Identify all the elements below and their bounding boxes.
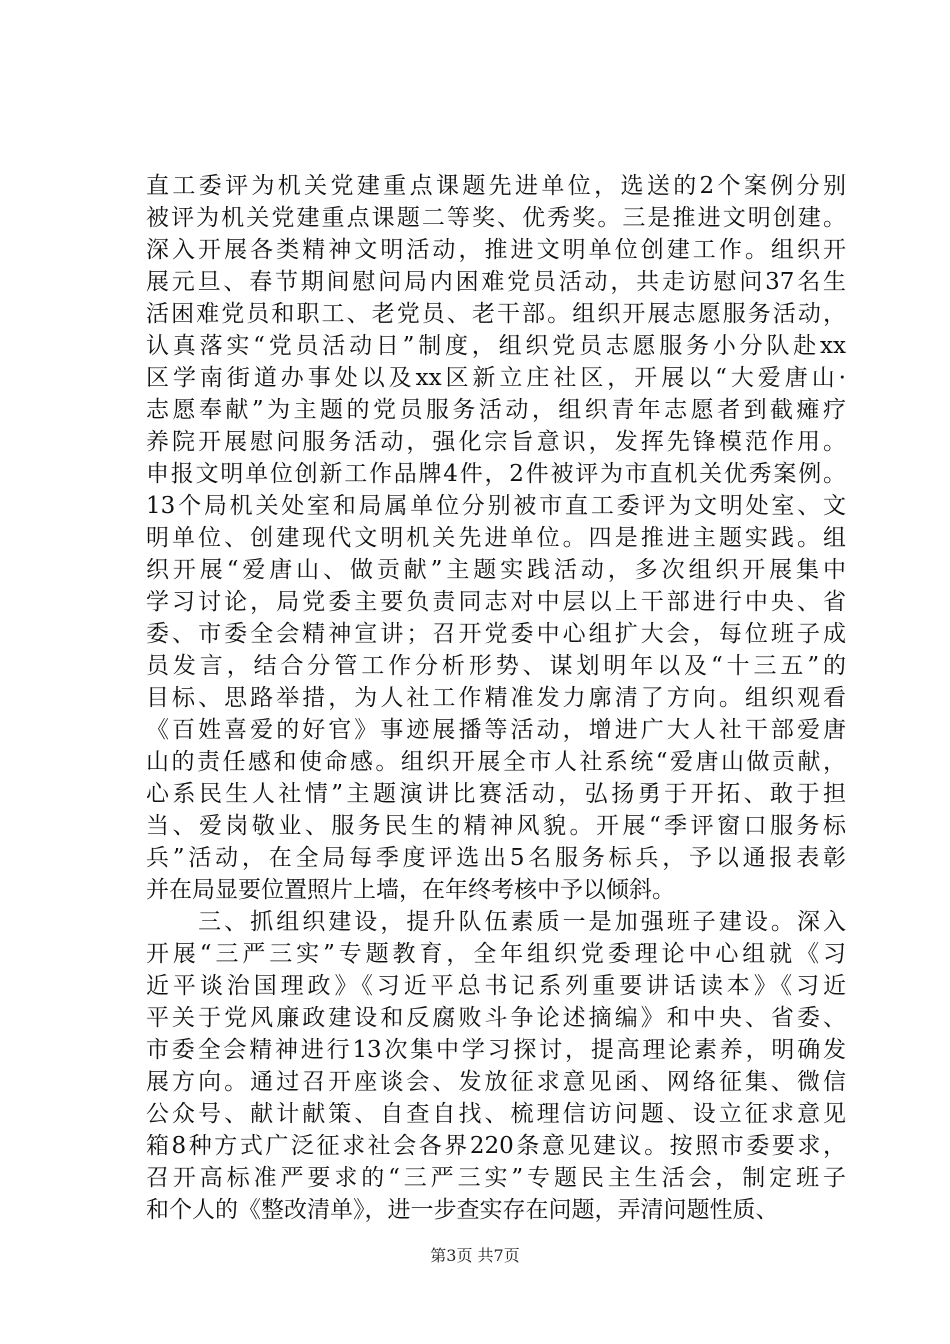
text-line: 13个局机关处室和局属单位分别被市直工委评为文明处室、文 <box>146 493 846 519</box>
text-line: 织开展“爱唐山、做贡献”主题实践活动，多次组织开展集中 <box>146 557 846 583</box>
text-line: 平关于党风廉政建设和反腐败斗争论述摘编》和中央、省委、 <box>146 1005 846 1031</box>
text-line: 被评为机关党建重点课题二等奖、优秀奖。三是推进文明创建。 <box>146 205 846 231</box>
text-line: 兵”活动，在全局每季度评选出5名服务标兵，予以通报表彰 <box>146 845 846 871</box>
text-line: 三、抓组织建设，提升队伍素质一是加强班子建设。深入 <box>146 909 846 935</box>
text-line: 展方向。通过召开座谈会、发放征求意见函、网络征集、微信 <box>146 1069 846 1095</box>
text-line: 目标、思路举措，为人社工作精准发力廓清了方向。组织观看 <box>146 685 846 711</box>
text-line: 志愿奉献”为主题的党员服务活动，组织青年志愿者到截瘫疗 <box>146 397 846 423</box>
text-line: 山的责任感和使命感。组织开展全市人社系统“爱唐山做贡献， <box>146 749 846 775</box>
text-line: 《百姓喜爱的好官》事迹展播等活动，增进广大人社干部爱唐 <box>146 717 846 743</box>
body-text <box>146 170 846 1226</box>
text-line: 心系民生人社情”主题演讲比赛活动，弘扬勇于开拓、敢于担 <box>146 781 846 807</box>
text-line: 并在局显要位置照片上墙，在年终考核中予以倾斜。 <box>146 877 675 903</box>
text-line: 和个人的《整改清单》，进一步查实存在问题，弄清问题性质、 <box>146 1197 779 1223</box>
text-line: 近平谈治国理政》《习近平总书记系列重要讲话读本》《习近 <box>146 973 846 999</box>
text-line: 市委全会精神进行13次集中学习探讨，提高理论素养，明确发 <box>146 1037 846 1063</box>
text-line: 学习讨论，局党委主要负责同志对中层以上干部进行中央、省 <box>146 589 846 615</box>
text-line: 当、爱岗敬业、服务民生的精神风貌。开展“季评窗口服务标 <box>146 813 846 839</box>
text-line: 养院开展慰问服务活动，强化宗旨意识，发挥先锋模范作用。 <box>146 429 846 455</box>
text-line: 委、市委全会精神宣讲；召开党委中心组扩大会，每位班子成 <box>146 621 846 647</box>
text-line: 开展“三严三实”专题教育，全年组织党委理论中心组就《习 <box>146 941 846 967</box>
text-line: 展元旦、春节期间慰问局内困难党员活动，共走访慰问37名生 <box>146 269 846 295</box>
text-line: 召开高标准严要求的“三严三实”专题民主生活会，制定班子 <box>146 1165 846 1191</box>
text-line: 公众号、献计献策、自查自找、梳理信访问题、设立征求意见 <box>146 1101 846 1127</box>
text-line: 认真落实“党员活动日”制度，组织党员志愿服务小分队赴xx <box>146 333 846 359</box>
text-line: 申报文明单位创新工作品牌4件，2件被评为市直机关优秀案例。 <box>146 461 846 487</box>
page-footer: 第3页 共7页 <box>430 1246 520 1265</box>
text-line: 深入开展各类精神文明活动，推进文明单位创建工作。组织开 <box>146 237 846 263</box>
text-line: 明单位、创建现代文明机关先进单位。四是推进主题实践。组 <box>146 525 846 551</box>
text-line: 活困难党员和职工、老党员、老干部。组织开展志愿服务活动， <box>146 301 846 327</box>
text-line: 区学南街道办事处以及xx区新立庄社区，开展以“大爱唐山· <box>146 365 846 391</box>
text-line: 直工委评为机关党建重点课题先进单位，选送的2个案例分别 <box>146 173 846 199</box>
text-line: 箱8种方式广泛征求社会各界220条意见建议。按照市委要求， <box>146 1133 846 1159</box>
text-line: 员发言，结合分管工作分析形势、谋划明年以及“十三五”的 <box>146 653 846 679</box>
